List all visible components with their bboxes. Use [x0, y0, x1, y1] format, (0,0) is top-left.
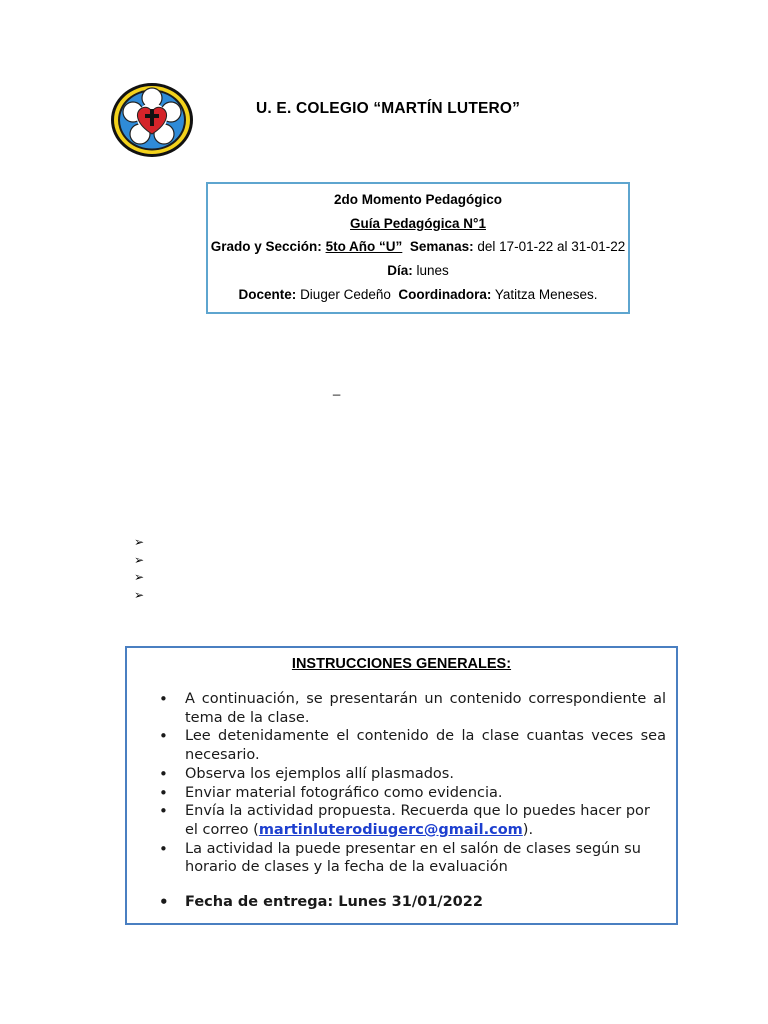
- grade-value: 5to Año “U”: [325, 239, 403, 254]
- instruction-item: • La actividad la puede presentar en el salón de clases según su horario de clases y la fecha de la evaluación: [159, 840, 666, 877]
- moment-title: 2do Momento Pedagógico: [333, 192, 502, 207]
- instructions-box: [125, 646, 678, 925]
- weeks-value: del 17-01-22 al 31-01-22: [477, 239, 626, 254]
- instructions-title: INSTRUCCIONES GENERALES:: [291, 656, 512, 672]
- school-name: U. E. COLEGIO “MARTÍN LUTERO”: [256, 100, 521, 117]
- teacher-value: Diuger Cedeño: [300, 287, 391, 302]
- guide-title: Guía Pedagógica N°1: [350, 216, 486, 231]
- weeks-label: Semanas:: [409, 239, 474, 254]
- instruction-item: • Observa los ejemplos allí plasmados.: [159, 765, 666, 784]
- luther-rose-icon: [110, 82, 194, 158]
- day-value: lunes: [416, 263, 449, 278]
- staff-line: [208, 287, 628, 302]
- grade-label: Grado y Sección:: [210, 239, 322, 254]
- day-label: Día:: [387, 263, 413, 278]
- coordinator-value: Yatitza Meneses.: [494, 287, 598, 302]
- email-suffix: ).: [522, 821, 534, 838]
- arrow-bullet-list: [134, 534, 144, 604]
- info-box: [206, 182, 630, 314]
- instructions-list: [159, 690, 666, 912]
- grade-line: [208, 239, 628, 254]
- dash-mark: _: [333, 381, 341, 396]
- email-link[interactable]: martinluterodiugerc@gmail.com: [258, 821, 523, 838]
- arrow-bullet-icon: ➢: [134, 587, 145, 602]
- day-line: [208, 263, 628, 278]
- instruction-item: • A continuación, se presentarán un contenido correspondiente al tema de la clase.: [159, 690, 666, 727]
- instruction-item-email: [159, 802, 666, 839]
- instruction-item: • Enviar material fotográfico como evidencia.: [159, 784, 666, 803]
- email-prefix: Envía la actividad propuesta. Recuerda que lo puedes hacer por el correo (: [185, 803, 650, 838]
- arrow-bullet-icon: ➢: [134, 552, 145, 567]
- teacher-label: Docente:: [238, 287, 297, 302]
- coordinator-label: Coordinadora:: [398, 287, 492, 302]
- arrow-bullet-icon: ➢: [134, 570, 145, 584]
- deadline: • Fecha de entrega: Lunes 31/01/2022: [159, 893, 666, 912]
- instruction-item: • Lee detenidamente el contenido de la clase cuantas veces sea necesario.: [159, 727, 666, 764]
- arrow-bullet-icon: ➢: [134, 535, 145, 549]
